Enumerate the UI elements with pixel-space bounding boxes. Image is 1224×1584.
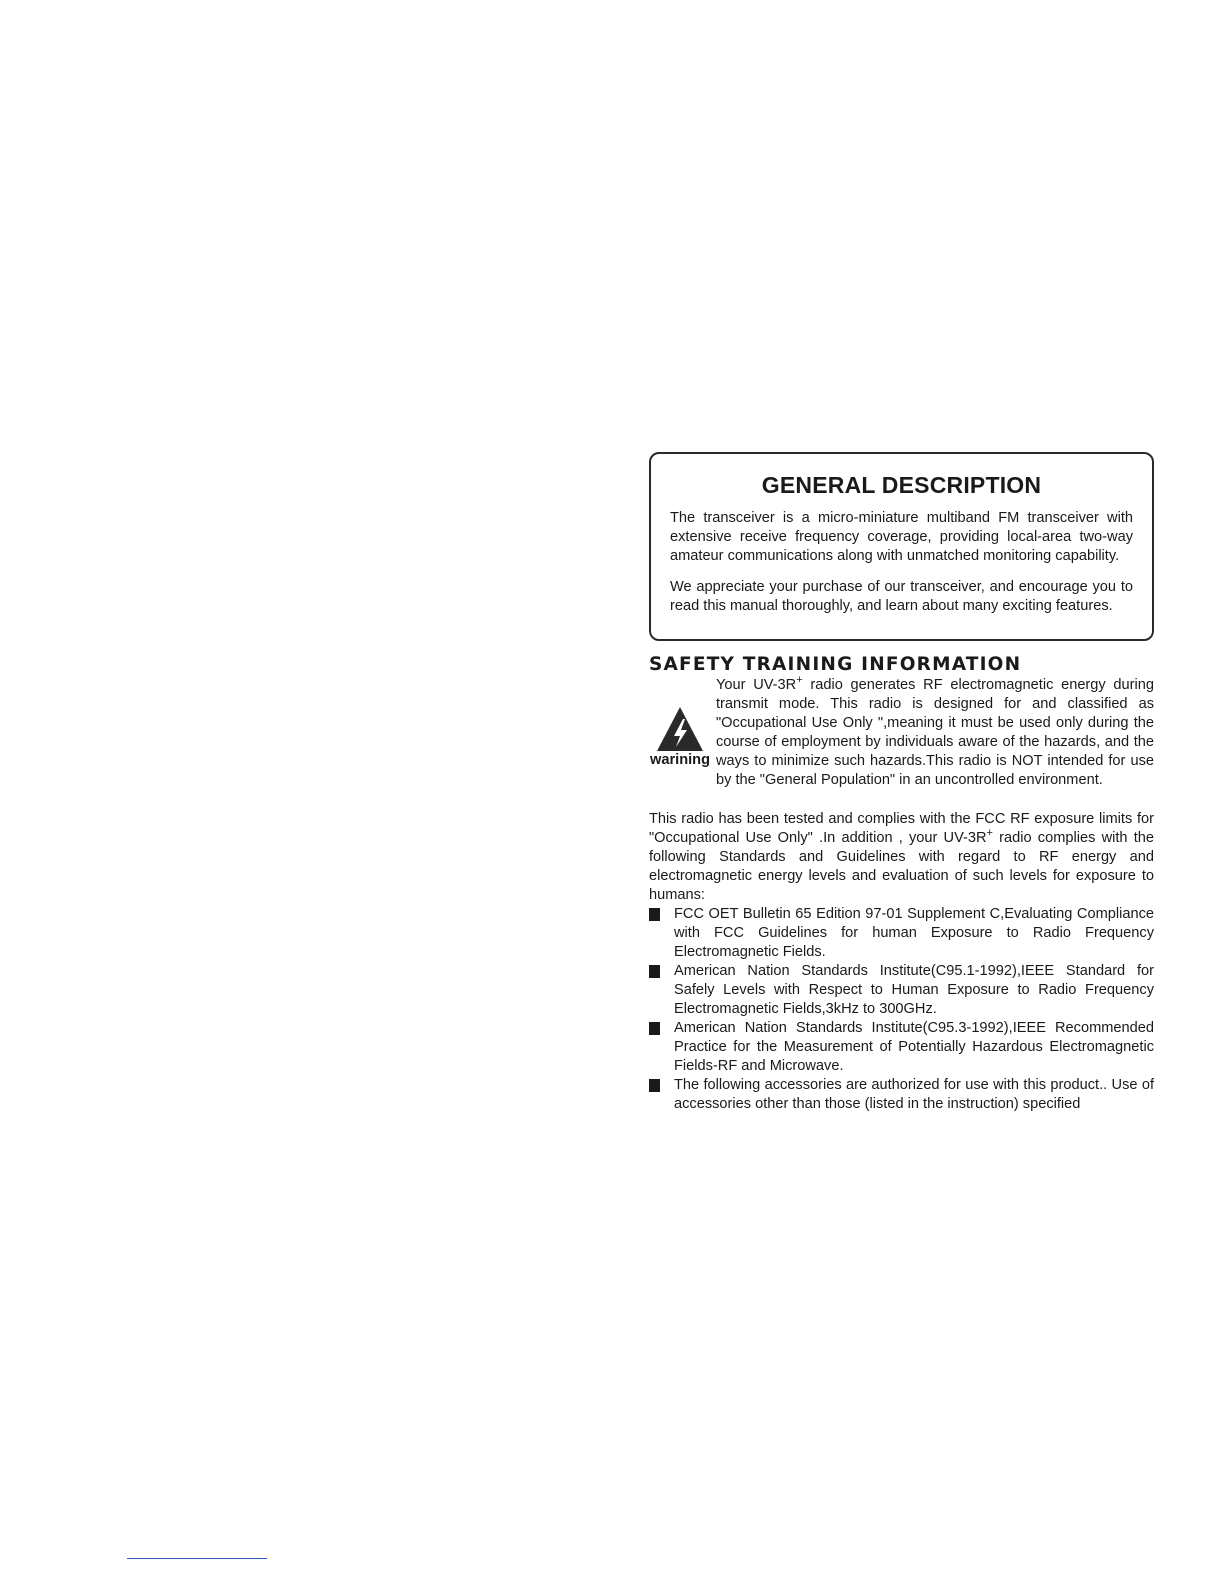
list-item — [649, 1019, 1154, 1076]
square-bullet-icon — [649, 1022, 660, 1035]
warning-lightning-triangle-icon — [656, 706, 704, 752]
warning-label: warining — [650, 752, 710, 768]
warning-block — [649, 676, 1154, 810]
warning-text-rest: radio generates RF electromagnetic energy during transmit mode. This radio is designed for and classified as "Occupational Use Only ",meaning it must be used only during the course of employment by individuals aware of the hazards, and the ways to minimize such hazards.This radio is NOT intended for use by the "General Population" in an uncontrolled environment. — [716, 677, 1154, 788]
warning-text-start: Your UV-3R — [716, 677, 797, 693]
manual-page — [649, 452, 1154, 1114]
warning-text — [716, 676, 1154, 790]
list-item-text: The following accessories are authorized for use with this product.. Use of accessories other than those (listed in the instruction) specified — [674, 1077, 1154, 1112]
compliance-paragraph — [649, 810, 1154, 905]
list-item — [649, 905, 1154, 962]
general-description-paragraph-2: We appreciate your purchase of our transceiver, and encourage you to read this manual thoroughly, and learn about many exciting features. — [670, 579, 1133, 614]
list-item-text: FCC OET Bulletin 65 Edition 97-01 Supplement C,Evaluating Compliance with FCC Guidelines for human Exposure to Radio Frequency Electromagnetic Fields. — [674, 906, 1154, 960]
footer-rule — [127, 1558, 267, 1559]
general-description-paragraph-1: The transceiver is a micro-miniature multiband FM transceiver with extensive receive frequency coverage, providing local-area two-way amateur communications along with unmatched monitoring capability. — [670, 510, 1133, 564]
square-bullet-icon — [649, 965, 660, 978]
general-description-title: GENERAL DESCRIPTION — [761, 472, 1042, 498]
warning-badge — [649, 706, 711, 768]
list-item — [649, 1076, 1154, 1114]
square-bullet-icon — [649, 908, 660, 921]
warning-text-superscript: + — [796, 674, 803, 687]
compliance-text-start: This radio has been tested and complies with the FCC RF exposure limits for "Occupational Use Only" .In addition , your UV-3R — [649, 811, 1154, 846]
compliance-text-rest: radio complies with the following Standards and Guidelines with regard to RF energy and electromagnetic energy levels and evaluation of such levels for exposure to humans: — [649, 830, 1154, 903]
general-description-box — [649, 452, 1154, 641]
standards-list — [649, 905, 1154, 1114]
list-item-text: American Nation Standards Institute(C95.1-1992),IEEE Standard for Safely Levels with Respect to Human Exposure to Radio Frequency Electromagnetic Fields,3kHz to 300GHz. — [674, 963, 1154, 1017]
square-bullet-icon — [649, 1079, 660, 1092]
compliance-text-superscript: + — [986, 827, 993, 840]
list-item-text: American Nation Standards Institute(C95.3-1992),IEEE Recommended Practice for the Measurement of Potentially Hazardous Electromagnetic Fields-RF and Microwave. — [674, 1020, 1154, 1074]
safety-training-title: SAFETY TRAINING INFORMATION — [649, 654, 1022, 675]
list-item — [649, 962, 1154, 1019]
